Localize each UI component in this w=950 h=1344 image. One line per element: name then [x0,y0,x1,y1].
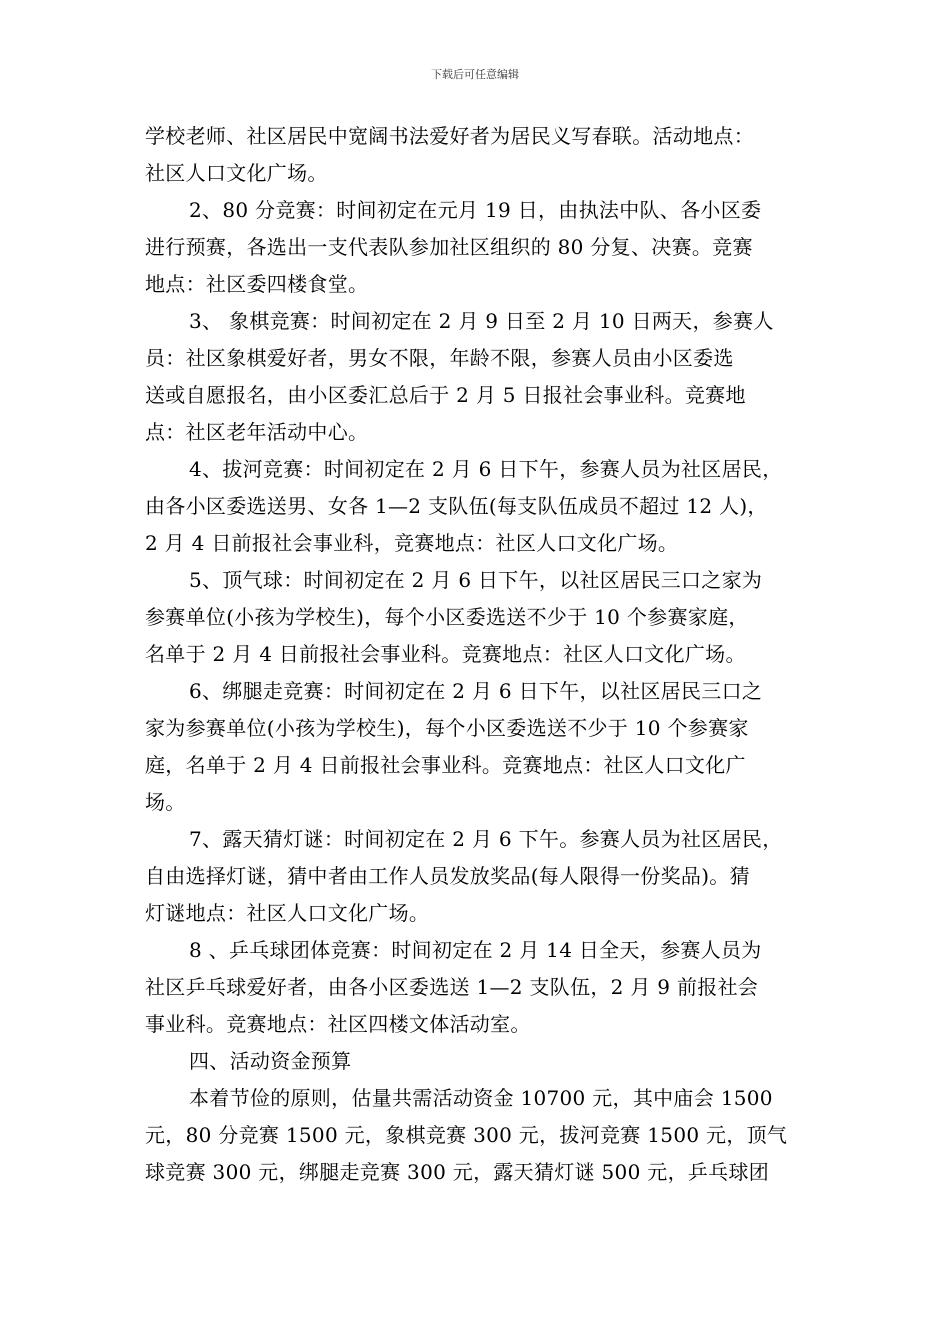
text-line: 社区乒乓球爱好者，由各小区委选送 1—2 支队伍，2 月 9 前报社会 [145,975,759,999]
text-line: 灯谜地点：社区人口文化广场。 [145,901,430,925]
text-line: 球竞赛 300 元，绑腿走竞赛 300 元，露天猜灯谜 500 元，乒乓球团 [145,1160,770,1184]
text-line: 家为参赛单位(小孩为学校生)，每个小区委选送不少于 10 个参赛家 [145,716,749,740]
text-line: 6、绑腿走竞赛：时间初定在 2 月 6 日下午，以社区居民三口之 [189,679,763,703]
text-line: 由各小区委选送男、女各 1—2 支队伍(每支队伍成员不超过 12 人)， [145,494,768,518]
text-line: 8 、乒乓球团体竞赛：时间初定在 2 月 14 日全天，参赛人员为 [189,938,762,962]
text-line: 送或自愿报名，由小区委汇总后于 2 月 5 日报社会事业科。竞赛地 [145,383,746,407]
text-line: 名单于 2 月 4 日前报社会事业科。竞赛地点：社区人口文化广场。 [145,642,746,666]
text-line: 本着节俭的原则，估量共需活动资金 10700 元，其中庙会 1500 [189,1086,773,1110]
text-line: 场。 [145,790,186,814]
text-line: 7、露天猜灯谜：时间初定在 2 月 6 下午。参赛人员为社区居民， [189,827,783,851]
text-line: 自由选择灯谜，猜中者由工作人员发放奖品(每人限得一份奖品)。猜 [145,864,750,888]
section-heading: 四、活动资金预算 [189,1049,352,1073]
text-line: 事业科。竞赛地点：社区四楼文体活动室。 [145,1012,531,1036]
text-line: 点：社区老年活动中心。 [145,420,369,444]
text-line: 庭，名单于 2 月 4 日前报社会事业科。竞赛地点：社区人口文化广 [145,753,746,777]
document-body [145,118,810,1191]
text-line: 元，80 分竞赛 1500 元，象棋竞赛 300 元，拔河竞赛 1500 元，顶气 [145,1123,788,1147]
text-line: 社区人口文化广场。 [145,161,328,185]
page-header: 下载后可任意编辑 [431,68,519,81]
text-line: 员：社区象棋爱好者，男女不限，年龄不限，参赛人员由小区委选 [145,346,734,370]
text-line: 5、顶气球：时间初定在 2 月 6 日下午，以社区居民三口之家为 [189,568,763,592]
text-line: 学校老师、社区居民中宽阔书法爱好者为居民义写春联。活动地点： [145,124,754,148]
text-line: 地点：社区委四楼食堂。 [145,272,369,296]
text-line: 4、拔河竞赛：时间初定在 2 月 6 日下午，参赛人员为社区居民， [189,457,783,481]
text-line: 参赛单位(小孩为学校生)，每个小区委选送不少于 10 个参赛家庭， [145,605,749,629]
text-line: 进行预赛，各选出一支代表队参加社区组织的 80 分复、决赛。竞赛 [145,235,753,259]
text-line: 2、80 分竞赛：时间初定在元月 19 日，由执法中队、各小区委 [189,198,762,222]
text-line: 2 月 4 日前报社会事业科，竞赛地点：社区人口文化广场。 [145,531,679,555]
text-line: 3、 象棋竞赛：时间初定在 2 月 9 日至 2 月 10 日两天，参赛人 [189,309,774,333]
